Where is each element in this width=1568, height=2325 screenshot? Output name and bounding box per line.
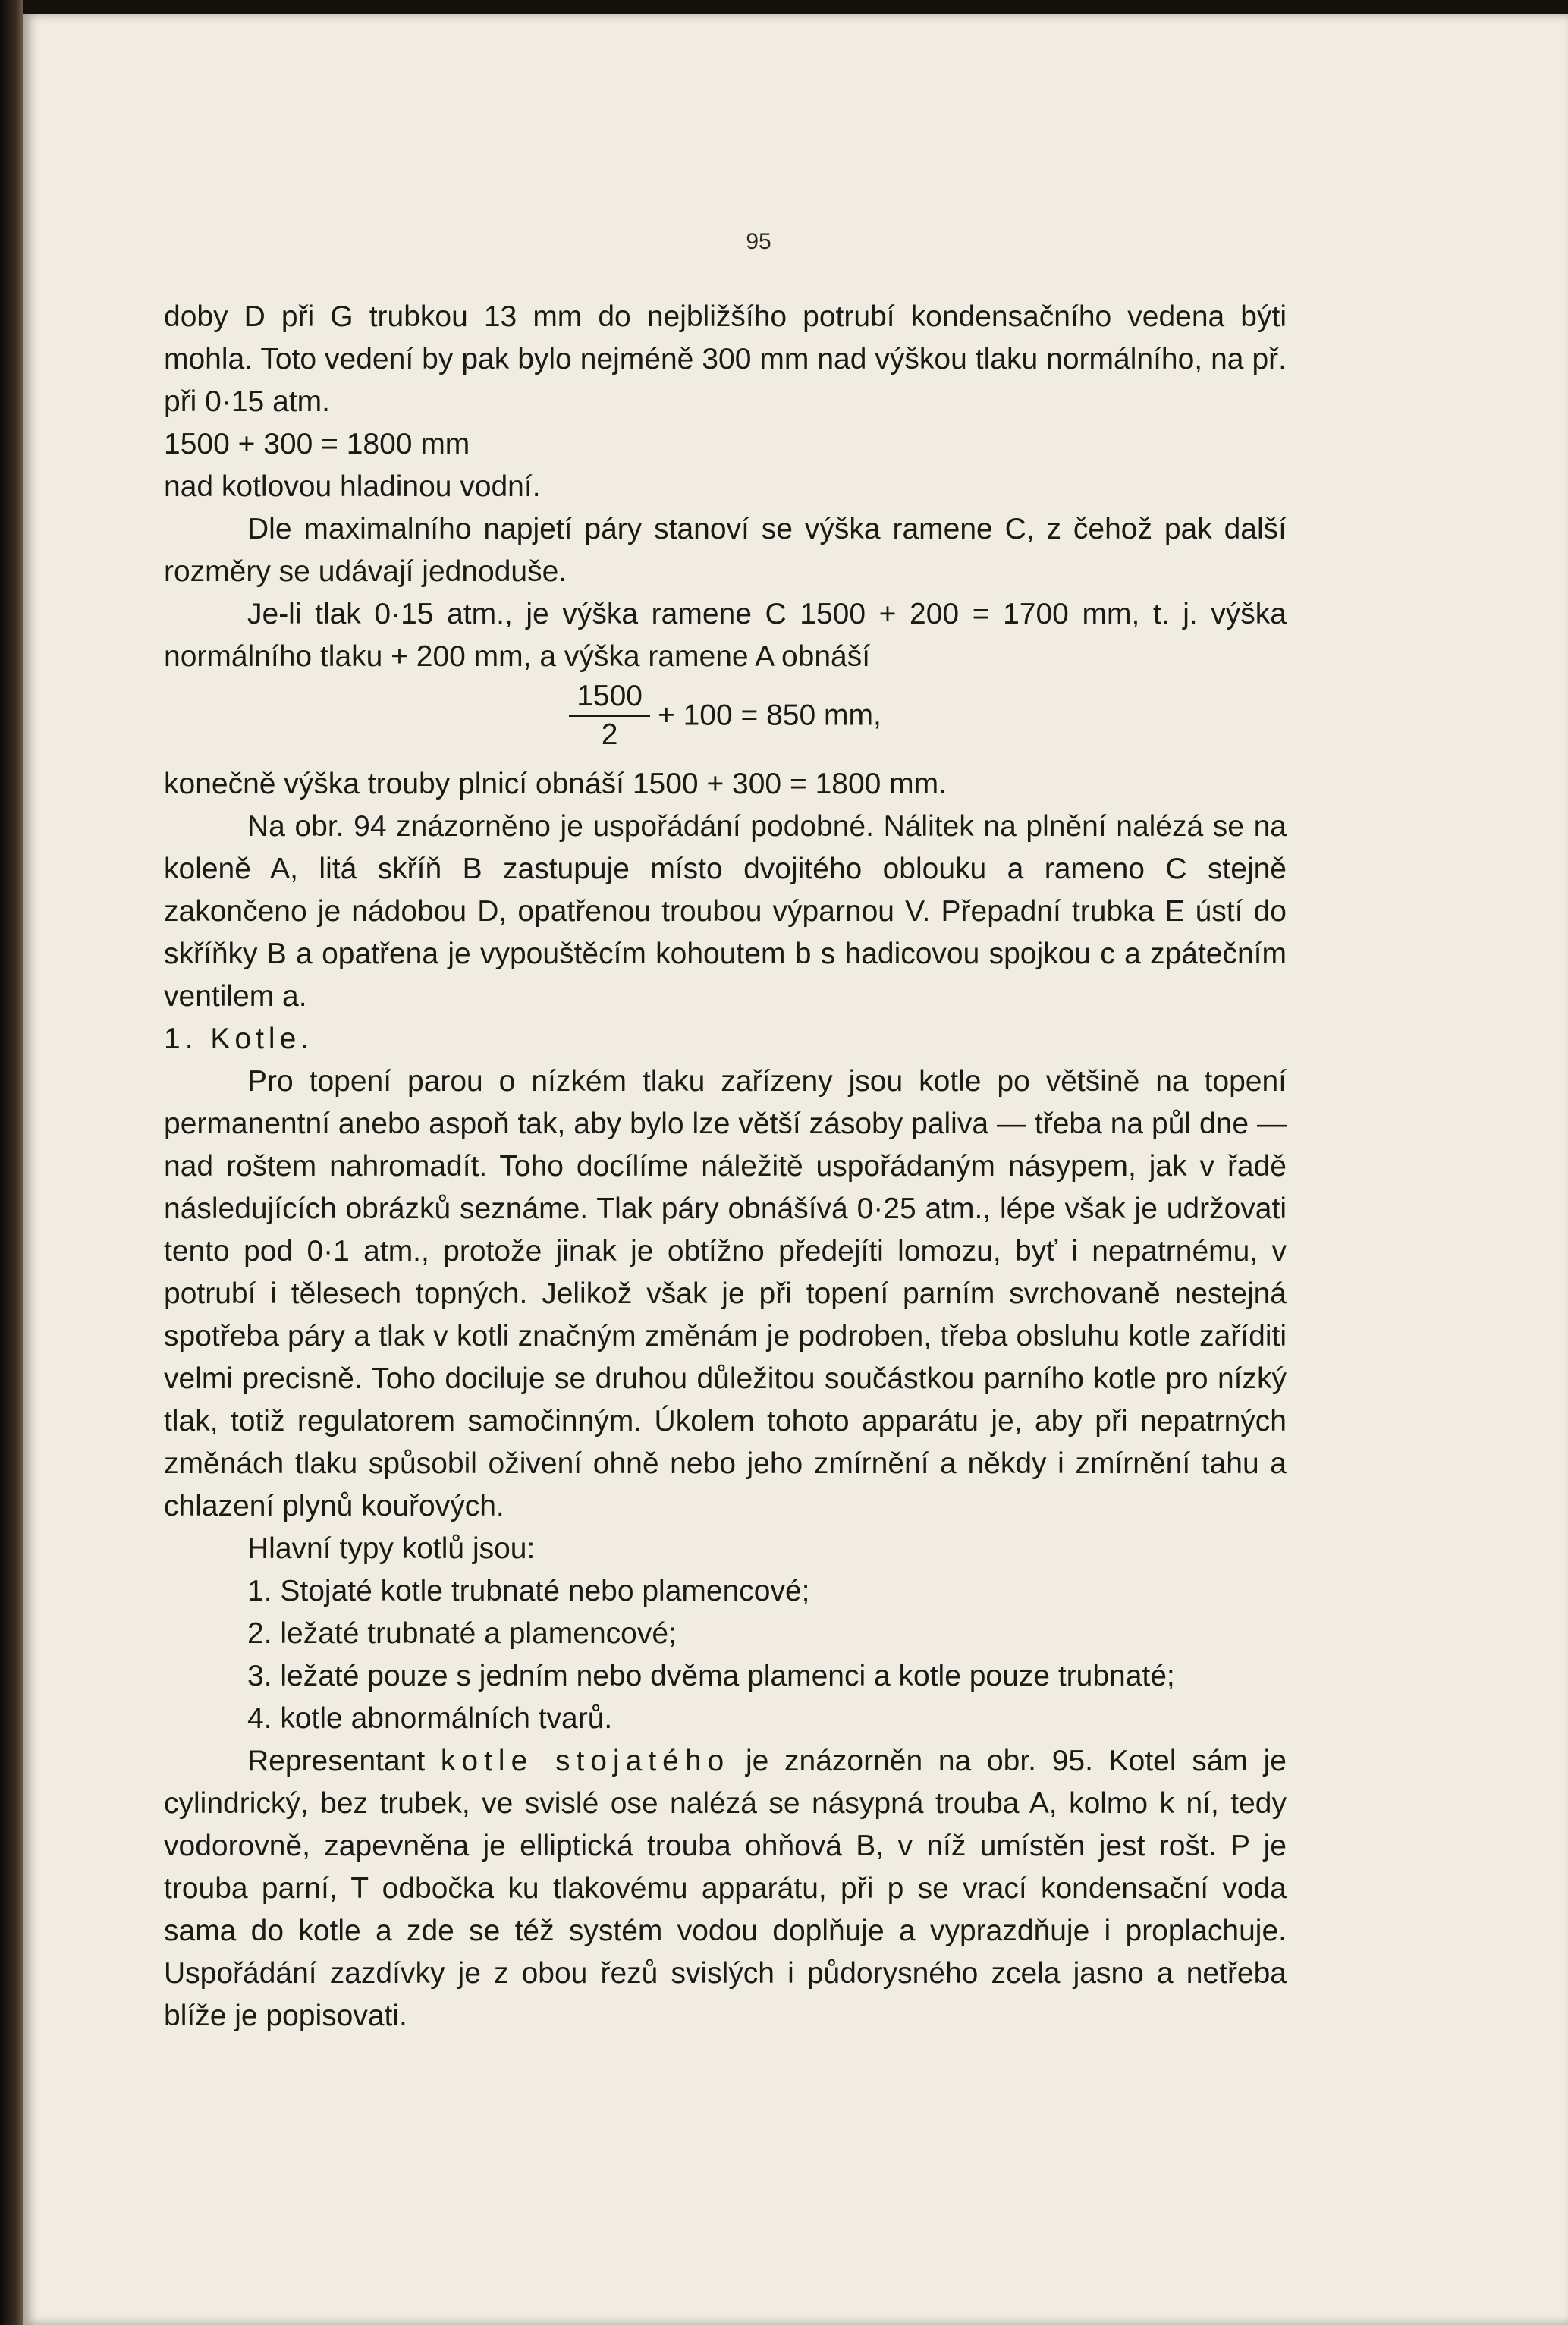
scan-top-edge: [0, 0, 1568, 14]
paragraph-9: [164, 1740, 1287, 2038]
paragraph-8: Hlavní typy kotlů jsou:: [247, 1532, 536, 1565]
page-content: [164, 296, 1287, 2038]
paragraph-2: nad kotlovou hladinou vodní.: [164, 470, 541, 503]
paragraph-9-start: Representant: [247, 1745, 426, 1777]
paragraph-7: Pro topení parou o nízkém tlaku zařízeny jsou kotle po většině na topení permanentní anebo aspoň tak, aby bylo lze větší zásoby paliva — třeba na půl dne — nad roštem nahromadít. Toho docílíme náležitě uspořádaným násypem, jak v řadě následujících obrázků seznáme. Tlak páry obnášívá 0·25 atm., lépe však je udržovati tento pod 0·1 atm., protože jinak je obtížno předejíti lomozu, byť i nepatrnému, v potrubí i tělesech topných. Jelikož však je při topení parním svrchovaně nestejná spotřeba páry a tlak v kotli značným změnám je podroben, třeba obsluhu kotle zaříditi velmi precisně. Toho dociluje se druhou důležitou součástkou parního kotle pro nízký tlak, totiž regulatorem samočinným. Úkolem tohoto apparátu je, aby při nepatrných změnách tlaku spůsobil oživení ohně nebo jeho zmírnění a někdy i zmírnění tahu a chlazení plynů kouřových.: [164, 1065, 1287, 1522]
paragraph-3: Dle maximalního napjetí páry stanoví se výška ramene C, z čehož pak další rozměry se udávají jednoduše.: [164, 513, 1287, 588]
fraction-denominator: 2: [601, 718, 618, 751]
paragraph-6: Na obr. 94 znázorněno je uspořádání podobné. Nálitek na plnění nalézá se na koleně A, litá skříň B zastupuje místo dvojitého oblouku a rameno C stejně zakončeno je nádobou D, opatřenou troubou výparnou V. Přepadní trubka E ústí do skříňky B a opatřena je vypouštěcím kohoutem b s hadicovou spojkou c a zpátečním ventilem a.: [164, 810, 1287, 1013]
fraction-rest: + 100 = 850 mm,: [657, 699, 881, 732]
fraction-numerator: 1500: [569, 678, 650, 717]
paragraph-9-rest: je znázorněn na obr. 95. Kotel sám je cylindrický, bez trubek, ve svislé ose nalézá se násypná trouba A, kolmo k ní, tedy vodorovně, zapevněna je elliptická trouba ohňová B, v níž umístěn jest rošt. P je trouba parní, T odbočka ku tlakovému apparátu, při p se vrací kondensační voda sama do kotle a zde se též systém vodou doplňuje a vyprazdňuje i proplachuje. Uspořádání zazdívky je z obou řezů svislých i půdorysného zcela jasno a netřeba blíže je popisovati.: [164, 1745, 1287, 2032]
section-heading: 1. Kotle.: [164, 1023, 314, 1055]
paragraph-1: doby D při G trubkou 13 mm do nejbližšího potrubí kondensačního vedena býti mohla. Toto vedení by pak bylo nejméně 300 mm nad výškou tlaku normálního, na př. při 0·15 atm.: [164, 300, 1287, 418]
list-item-4: 4. kotle abnormálních tvarů.: [247, 1702, 613, 1735]
fraction: [569, 678, 650, 753]
paragraph-4: Je-li tlak 0·15 atm., je výška ramene C 1500 + 200 = 1700 mm, t. j. výška normálního tlaku + 200 mm, a výška ramene A obnáší: [164, 598, 1287, 673]
fraction-equation: [164, 678, 1287, 763]
list-item-2: 2. ležaté trubnaté a plamencové;: [247, 1617, 677, 1650]
list-item-3: 3. ležaté pouze s jedním nebo dvěma plamenci a kotle pouze trubnaté;: [247, 1660, 1175, 1692]
equation-1: 1500 + 300 = 1800 mm: [164, 428, 470, 460]
paragraph-5: konečně výška trouby plnicí obnáší 1500 + 300 = 1800 mm.: [164, 768, 947, 800]
page-number: 95: [746, 229, 771, 254]
emphasized-term: kotle stojatého: [440, 1745, 731, 1777]
book-spine: [0, 0, 23, 2325]
list-item-1: 1. Stojaté kotle trubnaté nebo plamencové;: [247, 1575, 810, 1607]
